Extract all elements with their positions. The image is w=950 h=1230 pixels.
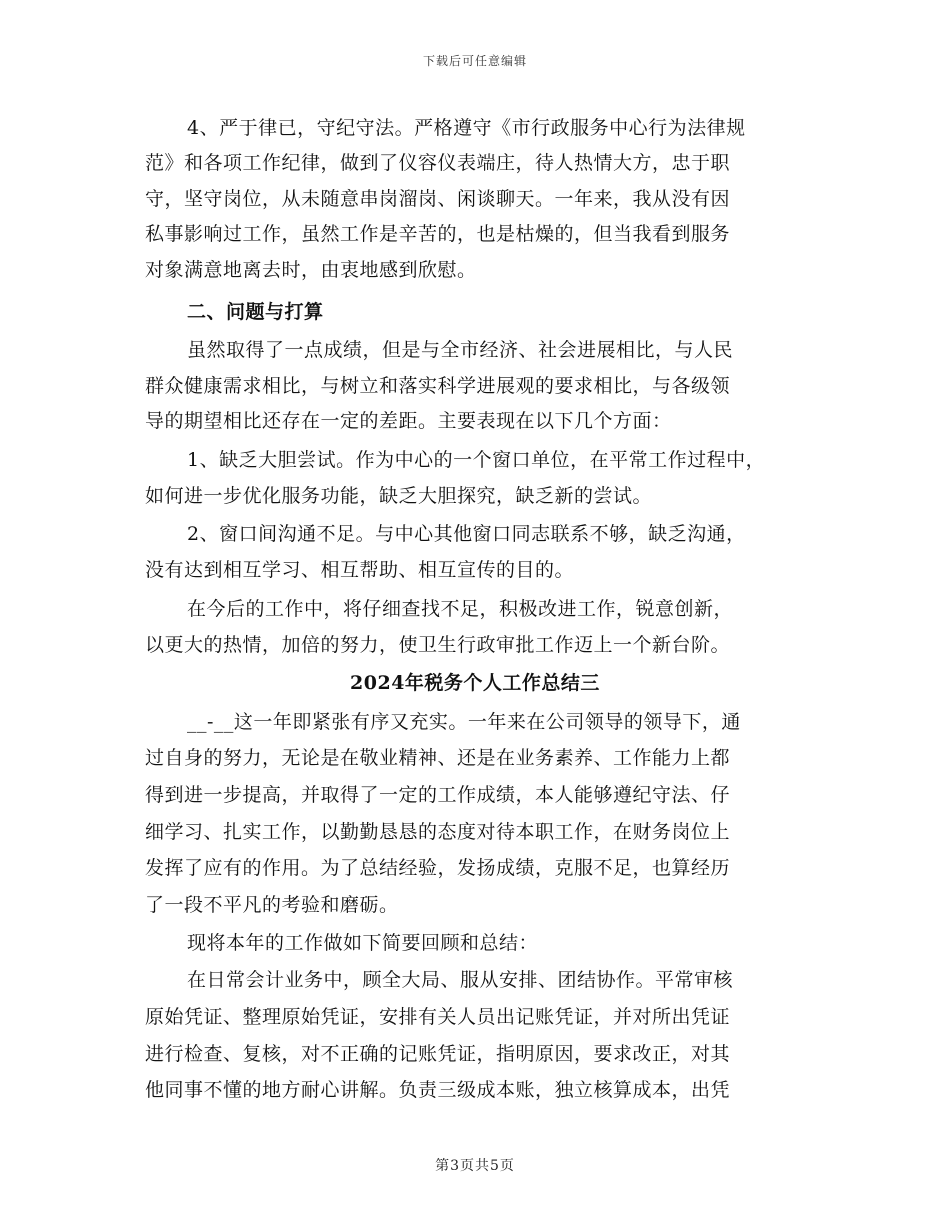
paragraph-line: 得到进一步提高，并取得了一定的工作成绩，本人能够遵纪守法、仔 — [145, 784, 731, 806]
section-title: 2024年税务个人工作总结三 — [350, 672, 600, 694]
paragraph-line: 细学习、扎实工作，以勤勤恳恳的态度对待本职工作，在财务岗位上 — [145, 821, 731, 843]
paragraph-line: 了一段不平凡的考验和磨砺。 — [145, 894, 399, 916]
paragraph-line: 范》和各项工作纪律，做到了仪容仪表端庄，待人热情大方，忠于职 — [145, 152, 731, 174]
paragraph-line: 如何进一步优化服务功能，缺乏大胆探究，缺乏新的尝试。 — [145, 485, 653, 507]
paragraph-line: 没有达到相互学习、相互帮助、相互宣传的目的。 — [145, 559, 575, 581]
paragraph-line: 导的期望相比还存在一定的差距。主要表现在以下几个方面： — [145, 410, 672, 432]
paragraph-line: 私事影响过工作，虽然工作是辛苦的，也是枯燥的，但当我看到服务 — [145, 223, 731, 245]
paragraph-line: 现将本年的工作做如下简要回顾和总结： — [187, 932, 539, 954]
paragraph-line: 虽然取得了一点成绩，但是与全市经济、社会进展相比，与人民 — [187, 339, 734, 361]
paragraph-line: 进行检查、复核，对不正确的记账凭证，指明原因，要求改正，对其 — [145, 1043, 731, 1065]
header-note: 下载后可任意编辑 — [422, 54, 527, 68]
paragraph-line: 守，坚守岗位，从未随意串岗溜岗、闲谈聊天。一年来，我从没有因 — [145, 188, 731, 210]
paragraph-line: 2、窗口间沟通不足。与中心其他窗口同志联系不够，缺乏沟通， — [187, 523, 746, 545]
paragraph-line: 原始凭证、整理原始凭证，安排有关人员出记账凭证，并对所出凭证 — [145, 1006, 731, 1028]
paragraph-line: 1、缺乏大胆尝试。作为中心的一个窗口单位，在平常工作过程中， — [187, 449, 766, 471]
paragraph-line: 在今后的工作中，将仔细查找不足，积极改进工作，锐意创新， — [187, 598, 734, 620]
paragraph-line: 群众健康需求相比，与树立和落实科学进展观的要求相比，与各级领 — [145, 375, 731, 397]
paragraph-line: 对象满意地离去时，由衷地感到欣慰。 — [145, 259, 477, 281]
paragraph-line: 4、严于律已，守纪守法。严格遵守《市行政服务中心行为法律规 — [187, 117, 746, 139]
paragraph-line: 过自身的努力，无论是在敬业精神、还是在业务素养、工作能力上都 — [145, 747, 731, 769]
paragraph-line: 发挥了应有的作用。为了总结经验，发扬成绩，克服不足，也算经历 — [145, 857, 731, 879]
section-heading: 二、问题与打算 — [187, 301, 324, 323]
paragraph-line: 以更大的热情，加倍的努力，使卫生行政审批工作迈上一个新台阶。 — [145, 634, 731, 656]
page-number: 第3页共5页 — [435, 1158, 515, 1174]
paragraph-line: __-__这一年即紧张有序又充实。一年来在公司领导的领导下，通 — [187, 711, 741, 733]
paragraph-line: 在日常会计业务中，顾全大局、服从安排、团结协作。平常审核 — [187, 969, 734, 991]
paragraph-line: 他同事不懂的地方耐心讲解。负责三级成本账，独立核算成本，出凭 — [145, 1079, 731, 1101]
